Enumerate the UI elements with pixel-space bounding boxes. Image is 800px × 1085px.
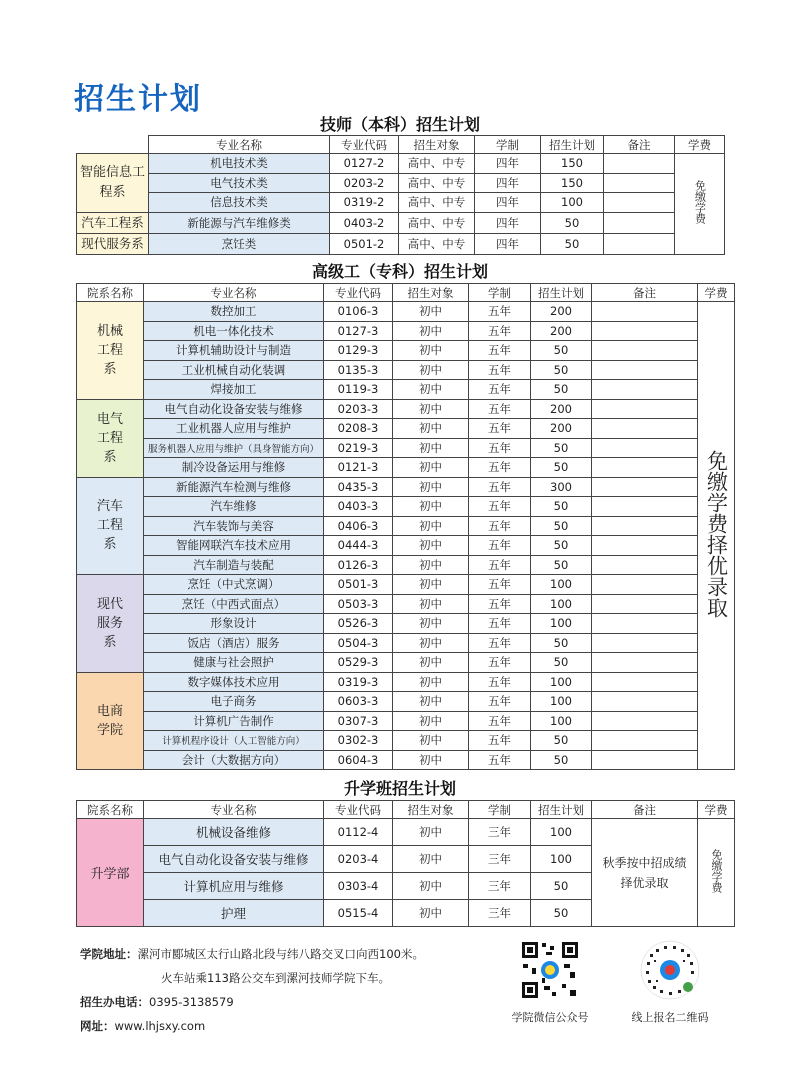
wechat-qr-caption: 学院微信公众号 xyxy=(511,1011,589,1024)
major-name-cell: 制冷设备运用与维修 xyxy=(144,458,324,478)
target-cell: 初中 xyxy=(393,653,469,673)
note-cell xyxy=(592,731,698,751)
table-header-row xyxy=(77,284,735,302)
target-cell: 初中 xyxy=(393,900,469,927)
header-cell: 招生对象 xyxy=(393,284,469,302)
target-cell: 高中、中专 xyxy=(399,154,475,174)
major-code-cell: 0303-4 xyxy=(324,873,393,900)
major-code-cell: 0119-3 xyxy=(324,380,393,400)
note-cell xyxy=(592,477,698,497)
major-name-cell: 智能网联汽车技术应用 xyxy=(144,536,324,556)
plan-count-cell: 50 xyxy=(531,380,592,400)
page-title: 招生计划 xyxy=(74,82,202,117)
note-cell xyxy=(604,154,675,174)
major-name-cell: 机电技术类 xyxy=(149,154,330,174)
years-cell: 三年 xyxy=(469,873,531,900)
target-cell: 高中、中专 xyxy=(399,212,475,233)
target-cell: 初中 xyxy=(393,399,469,419)
major-code-cell: 0129-3 xyxy=(324,341,393,361)
years-cell: 五年 xyxy=(469,555,531,575)
note-cell xyxy=(604,233,675,254)
table-row xyxy=(77,819,735,846)
note-cell xyxy=(604,212,675,233)
target-cell: 初中 xyxy=(393,672,469,692)
years-cell: 五年 xyxy=(469,633,531,653)
table-row xyxy=(77,672,735,692)
plan-count-cell: 50 xyxy=(531,360,592,380)
phone-number: 0395-3138579 xyxy=(149,995,234,1009)
years-cell: 五年 xyxy=(469,711,531,731)
years-cell: 五年 xyxy=(469,380,531,400)
plan-count-cell: 50 xyxy=(531,516,592,536)
major-name-cell: 机械设备维修 xyxy=(144,819,324,846)
note-cell xyxy=(592,614,698,634)
header-cell: 专业代码 xyxy=(324,284,393,302)
years-cell: 五年 xyxy=(469,672,531,692)
phone-label: 招生办电话： xyxy=(80,995,149,1009)
years-cell: 三年 xyxy=(469,846,531,873)
footer-contact xyxy=(80,944,424,1036)
plan-count-cell: 50 xyxy=(531,438,592,458)
major-code-cell: 0121-3 xyxy=(324,458,393,478)
major-code-cell: 0127-3 xyxy=(324,321,393,341)
table-row xyxy=(77,302,735,322)
plan-count-cell: 50 xyxy=(531,497,592,517)
years-cell: 五年 xyxy=(469,399,531,419)
plan-count-cell: 50 xyxy=(531,873,592,900)
note-cell xyxy=(592,516,698,536)
table-row xyxy=(77,594,735,614)
header-cell: 院系名称 xyxy=(77,284,144,302)
major-code-cell: 0203-2 xyxy=(330,173,399,193)
header-cell: 学制 xyxy=(469,284,531,302)
years-cell: 四年 xyxy=(475,212,541,233)
major-code-cell: 0127-2 xyxy=(330,154,399,174)
table-row xyxy=(77,341,735,361)
note-cell xyxy=(592,419,698,439)
note-cell xyxy=(592,399,698,419)
major-code-cell: 0515-4 xyxy=(324,900,393,927)
note-cell xyxy=(592,711,698,731)
table-row xyxy=(77,497,735,517)
target-cell: 初中 xyxy=(393,873,469,900)
website-label: 网址： xyxy=(80,1019,115,1033)
address-text: 漯河市郾城区太行山路北段与纬八路交叉口向西100米。 xyxy=(137,947,424,961)
years-cell: 四年 xyxy=(475,193,541,213)
major-code-cell: 0503-3 xyxy=(324,594,393,614)
target-cell: 初中 xyxy=(393,711,469,731)
major-name-cell: 焊接加工 xyxy=(144,380,324,400)
note-cell xyxy=(592,750,698,770)
phone-line xyxy=(80,992,424,1012)
years-cell: 五年 xyxy=(469,516,531,536)
header-cell: 招生对象 xyxy=(399,136,475,154)
plan-count-cell: 100 xyxy=(531,846,592,873)
years-cell: 五年 xyxy=(469,575,531,595)
years-cell: 五年 xyxy=(469,614,531,634)
major-name-cell: 机电一体化技术 xyxy=(144,321,324,341)
plan-count-cell: 300 xyxy=(531,477,592,497)
plan-count-cell: 100 xyxy=(541,193,604,213)
target-cell: 初中 xyxy=(393,477,469,497)
dept-cell: 现代服务系 xyxy=(77,575,144,673)
major-name-cell: 汽车维修 xyxy=(144,497,324,517)
header-cell: 学制 xyxy=(469,801,531,819)
fee-text: 免缴学费 xyxy=(710,849,723,893)
major-name-cell: 工业机械自动化装调 xyxy=(144,360,324,380)
target-cell: 高中、中专 xyxy=(399,193,475,213)
target-cell: 高中、中专 xyxy=(399,233,475,254)
table-row xyxy=(77,614,735,634)
table-row xyxy=(77,321,735,341)
table-row xyxy=(77,193,725,213)
major-code-cell: 0604-3 xyxy=(324,750,393,770)
note-cell xyxy=(592,380,698,400)
years-cell: 三年 xyxy=(469,819,531,846)
major-code-cell: 0135-3 xyxy=(324,360,393,380)
target-cell: 初中 xyxy=(393,438,469,458)
dept-cell: 汽车工程系 xyxy=(77,477,144,575)
plan-count-cell: 100 xyxy=(531,692,592,712)
years-cell: 五年 xyxy=(469,419,531,439)
website-link[interactable]: www.lhjsxy.com xyxy=(114,1019,206,1033)
years-cell: 五年 xyxy=(469,692,531,712)
table-row xyxy=(77,653,735,673)
major-name-cell: 计算机辅助设计与制造 xyxy=(144,341,324,361)
major-code-cell: 0208-3 xyxy=(324,419,393,439)
website-line xyxy=(80,1016,424,1036)
note-cell xyxy=(604,193,675,213)
header-cell: 专业名称 xyxy=(144,284,324,302)
header-cell: 院系名称 xyxy=(77,801,144,819)
note-cell xyxy=(592,633,698,653)
section1-title: 技师（本科）招生计划 xyxy=(319,115,480,134)
target-cell: 初中 xyxy=(393,594,469,614)
years-cell: 五年 xyxy=(469,731,531,751)
years-cell: 五年 xyxy=(469,653,531,673)
years-cell: 五年 xyxy=(469,458,531,478)
target-cell: 初中 xyxy=(393,302,469,322)
table-row xyxy=(77,360,735,380)
target-cell: 初中 xyxy=(393,536,469,556)
fee-cell xyxy=(698,819,735,927)
target-cell: 初中 xyxy=(393,555,469,575)
plan-count-cell: 50 xyxy=(531,633,592,653)
note-cell xyxy=(592,341,698,361)
major-code-cell: 0444-3 xyxy=(324,536,393,556)
dept-cell: 智能信息工程系 xyxy=(77,154,149,213)
major-name-cell: 数控加工 xyxy=(144,302,324,322)
major-name-cell: 会计（大数据方向） xyxy=(144,750,324,770)
header-cell: 备注 xyxy=(592,801,698,819)
plan-count-cell: 150 xyxy=(541,173,604,193)
plan-count-cell: 50 xyxy=(531,341,592,361)
major-name-cell: 护理 xyxy=(144,900,324,927)
fee-text: 免缴学费 xyxy=(693,180,707,225)
major-name-cell: 新能源与汽车维修类 xyxy=(149,212,330,233)
note-cell xyxy=(592,594,698,614)
major-code-cell: 0126-3 xyxy=(324,555,393,575)
years-cell: 五年 xyxy=(469,536,531,556)
fee-cell xyxy=(675,154,725,255)
target-cell: 高中、中专 xyxy=(399,173,475,193)
address-line xyxy=(80,944,424,964)
table-row xyxy=(77,419,735,439)
note-cell xyxy=(592,575,698,595)
table-row xyxy=(77,154,725,174)
plan-count-cell: 100 xyxy=(531,711,592,731)
plan-count-cell: 50 xyxy=(531,653,592,673)
plan-count-cell: 50 xyxy=(531,750,592,770)
major-name-cell: 服务机器人应用与维护（具身智能方向） xyxy=(144,438,324,458)
table-row xyxy=(77,555,735,575)
target-cell: 初中 xyxy=(393,633,469,653)
major-name-cell: 新能源汽车检测与维修 xyxy=(144,477,324,497)
target-cell: 初中 xyxy=(393,750,469,770)
major-code-cell: 0403-3 xyxy=(324,497,393,517)
note-cell xyxy=(592,672,698,692)
plan-count-cell: 100 xyxy=(531,672,592,692)
note-cell xyxy=(592,360,698,380)
major-code-cell: 0529-3 xyxy=(324,653,393,673)
target-cell: 初中 xyxy=(393,419,469,439)
target-cell: 初中 xyxy=(393,575,469,595)
table-row xyxy=(77,212,725,233)
years-cell: 三年 xyxy=(469,900,531,927)
target-cell: 初中 xyxy=(393,846,469,873)
table-row xyxy=(77,575,735,595)
major-code-cell: 0307-3 xyxy=(324,711,393,731)
note-cell xyxy=(604,173,675,193)
target-cell: 初中 xyxy=(393,692,469,712)
major-name-cell: 烹饪类 xyxy=(149,233,330,254)
wechat-qr-block xyxy=(500,940,600,1025)
major-name-cell: 计算机广告制作 xyxy=(144,711,324,731)
target-cell: 初中 xyxy=(393,516,469,536)
target-cell: 初中 xyxy=(393,614,469,634)
note-cell xyxy=(592,438,698,458)
plan-count-cell: 100 xyxy=(531,575,592,595)
plan-count-cell: 50 xyxy=(531,536,592,556)
target-cell: 初中 xyxy=(393,819,469,846)
major-name-cell: 健康与社会照护 xyxy=(144,653,324,673)
plan-count-cell: 100 xyxy=(531,819,592,846)
years-cell: 五年 xyxy=(469,341,531,361)
major-code-cell: 0526-3 xyxy=(324,614,393,634)
header-cell: 学费 xyxy=(698,284,735,302)
table-header-row xyxy=(77,136,725,154)
header-dept xyxy=(77,136,149,154)
major-code-cell: 0106-3 xyxy=(324,302,393,322)
note-cell xyxy=(592,692,698,712)
bus-line: 火车站乘113路公交车到漯河技师学院下车。 xyxy=(161,971,390,985)
target-cell: 初中 xyxy=(393,458,469,478)
plan-count-cell: 50 xyxy=(541,233,604,254)
admission-note-cell: 秋季按中招成绩择优录取 xyxy=(592,819,698,927)
major-name-cell: 电气自动化设备安装与维修 xyxy=(144,846,324,873)
dept-cell: 升学部 xyxy=(77,819,144,927)
years-cell: 四年 xyxy=(475,154,541,174)
header-cell: 招生计划 xyxy=(531,284,592,302)
header-cell: 备注 xyxy=(604,136,675,154)
note-cell xyxy=(592,302,698,322)
section2-title: 高级工（专科）招生计划 xyxy=(311,262,488,281)
years-cell: 五年 xyxy=(469,594,531,614)
target-cell: 初中 xyxy=(393,731,469,751)
signup-qr-caption: 线上报名二维码 xyxy=(631,1011,709,1024)
table-row xyxy=(77,633,735,653)
note-cell xyxy=(592,536,698,556)
major-code-cell: 0302-3 xyxy=(324,731,393,751)
plan-count-cell: 50 xyxy=(531,458,592,478)
major-code-cell: 0501-3 xyxy=(324,575,393,595)
major-name-cell: 电气自动化设备安装与维修 xyxy=(144,399,324,419)
years-cell: 四年 xyxy=(475,173,541,193)
plan-count-cell: 100 xyxy=(531,614,592,634)
table-row xyxy=(77,692,735,712)
table-header-row xyxy=(77,801,735,819)
table-row xyxy=(77,536,735,556)
senior-worker-plan-table xyxy=(76,283,735,770)
undergrad-plan-table xyxy=(76,135,725,255)
target-cell: 初中 xyxy=(393,321,469,341)
major-code-cell: 0435-3 xyxy=(324,477,393,497)
major-name-cell: 汽车装饰与美容 xyxy=(144,516,324,536)
target-cell: 初中 xyxy=(393,380,469,400)
years-cell: 五年 xyxy=(469,438,531,458)
table-row xyxy=(77,516,735,536)
major-name-cell: 计算机程序设计（人工智能方向） xyxy=(144,731,324,751)
header-cell: 学费 xyxy=(698,801,735,819)
major-code-cell: 0406-3 xyxy=(324,516,393,536)
years-cell: 五年 xyxy=(469,321,531,341)
years-cell: 五年 xyxy=(469,302,531,322)
note-cell xyxy=(592,653,698,673)
major-name-cell: 形象设计 xyxy=(144,614,324,634)
plan-count-cell: 200 xyxy=(531,302,592,322)
note-cell xyxy=(592,321,698,341)
table-row xyxy=(77,731,735,751)
fee-cell xyxy=(698,302,735,770)
major-name-cell: 烹饪（中西式面点） xyxy=(144,594,324,614)
plan-count-cell: 200 xyxy=(531,399,592,419)
note-cell xyxy=(592,458,698,478)
table-row xyxy=(77,380,735,400)
plan-count-cell: 50 xyxy=(531,731,592,751)
advancement-plan-table xyxy=(76,800,735,927)
table-row xyxy=(77,399,735,419)
dept-cell: 电商学院 xyxy=(77,672,144,770)
major-code-cell: 0501-2 xyxy=(330,233,399,254)
wechat-qr-code xyxy=(520,940,580,1000)
table-row xyxy=(77,233,725,254)
signup-qr-code xyxy=(640,940,700,1000)
plan-count-cell: 150 xyxy=(541,154,604,174)
major-code-cell: 0219-3 xyxy=(324,438,393,458)
major-name-cell: 工业机器人应用与维护 xyxy=(144,419,324,439)
major-name-cell: 汽车制造与装配 xyxy=(144,555,324,575)
major-code-cell: 0403-2 xyxy=(330,212,399,233)
major-name-cell: 电子商务 xyxy=(144,692,324,712)
dept-cell: 机械工程系 xyxy=(77,302,144,400)
major-name-cell: 数字媒体技术应用 xyxy=(144,672,324,692)
address-label: 学院地址： xyxy=(80,947,138,961)
target-cell: 初中 xyxy=(393,360,469,380)
dept-cell: 汽车工程系 xyxy=(77,212,149,233)
years-cell: 五年 xyxy=(469,497,531,517)
header-cell: 招生计划 xyxy=(531,801,592,819)
signup-qr-block xyxy=(620,940,720,1025)
target-cell: 初中 xyxy=(393,497,469,517)
years-cell: 五年 xyxy=(469,477,531,497)
table-row xyxy=(77,477,735,497)
dept-cell: 现代服务系 xyxy=(77,233,149,254)
plan-count-cell: 100 xyxy=(531,594,592,614)
major-name-cell: 计算机应用与维修 xyxy=(144,873,324,900)
table-row xyxy=(77,173,725,193)
dept-cell: 电气工程系 xyxy=(77,399,144,477)
major-code-cell: 0203-3 xyxy=(324,399,393,419)
header-cell: 招生对象 xyxy=(393,801,469,819)
major-code-cell: 0203-4 xyxy=(324,846,393,873)
plan-count-cell: 200 xyxy=(531,321,592,341)
header-cell: 专业名称 xyxy=(149,136,330,154)
major-name-cell: 信息技术类 xyxy=(149,193,330,213)
table-row xyxy=(77,750,735,770)
years-cell: 四年 xyxy=(475,233,541,254)
major-name-cell: 饭店（酒店）服务 xyxy=(144,633,324,653)
section3-title: 升学班招生计划 xyxy=(343,779,456,798)
header-cell: 专业名称 xyxy=(144,801,324,819)
major-code-cell: 0319-2 xyxy=(330,193,399,213)
fee-text: 免缴学费择优录取 xyxy=(704,450,729,618)
plan-count-cell: 50 xyxy=(531,555,592,575)
major-code-cell: 0112-4 xyxy=(324,819,393,846)
target-cell: 初中 xyxy=(393,341,469,361)
table-row xyxy=(77,711,735,731)
major-code-cell: 0319-3 xyxy=(324,672,393,692)
header-cell: 专业代码 xyxy=(330,136,399,154)
plan-count-cell: 50 xyxy=(541,212,604,233)
major-name-cell: 电气技术类 xyxy=(149,173,330,193)
years-cell: 五年 xyxy=(469,750,531,770)
major-code-cell: 0504-3 xyxy=(324,633,393,653)
note-cell xyxy=(592,497,698,517)
header-cell: 学制 xyxy=(475,136,541,154)
header-cell: 学费 xyxy=(675,136,725,154)
header-cell: 专业代码 xyxy=(324,801,393,819)
years-cell: 五年 xyxy=(469,360,531,380)
plan-count-cell: 200 xyxy=(531,419,592,439)
major-code-cell: 0603-3 xyxy=(324,692,393,712)
major-name-cell: 烹饪（中式烹调） xyxy=(144,575,324,595)
table-row xyxy=(77,438,735,458)
header-cell: 备注 xyxy=(592,284,698,302)
header-cell: 招生计划 xyxy=(541,136,604,154)
plan-count-cell: 50 xyxy=(531,900,592,927)
table-row xyxy=(77,458,735,478)
note-cell xyxy=(592,555,698,575)
